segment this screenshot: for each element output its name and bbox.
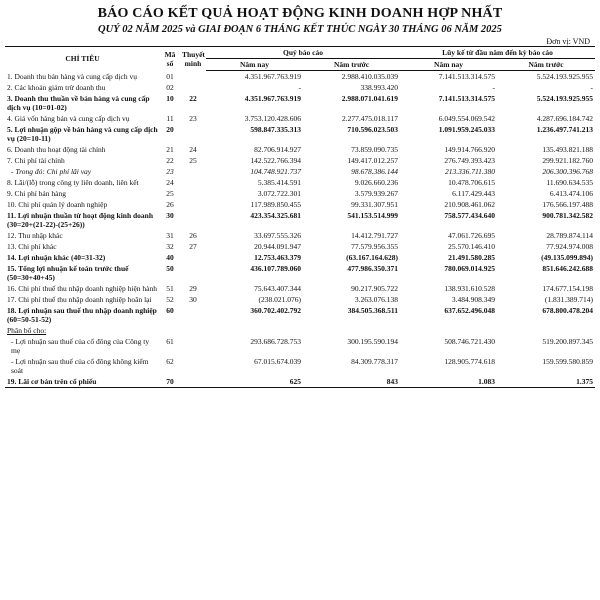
ytd-prev-year-value: 299.921.182.760 <box>542 156 594 165</box>
row-note <box>180 210 206 230</box>
ytd-this-year-value: 210.908.461.062 <box>444 200 496 209</box>
ytd-this-year-value: 10.478.706.615 <box>448 178 496 187</box>
row-note <box>180 71 206 83</box>
table-row <box>5 113 595 124</box>
table-row <box>5 263 595 283</box>
table-row <box>5 199 595 210</box>
row-label: Phân bổ cho: <box>7 326 47 335</box>
row-note: 26 <box>189 231 197 240</box>
ytd-this-year-value: 1.091.959.245.033 <box>438 125 496 134</box>
ytd-prev-year-value: 5.524.193.925.955 <box>536 72 594 81</box>
row-note <box>180 252 206 263</box>
table-row <box>5 305 595 325</box>
row-note: 22 <box>189 94 197 103</box>
row-label: 6. Doanh thu hoạt động tài chính <box>7 145 106 154</box>
quarter-prev-year-value: 541.153.514.999 <box>347 211 399 220</box>
quarter-prev-year-value: 3.263.076.138 <box>354 295 399 304</box>
row-code: 11 <box>166 114 174 123</box>
quarter-prev-year-value: 90.217.905.722 <box>351 284 399 293</box>
row-note: 23 <box>189 114 197 123</box>
ytd-prev-year-value: 6.413.474.106 <box>549 189 594 198</box>
ytd-prev-year-value: 5.524.193.925.955 <box>536 94 594 103</box>
ytd-this-year-value: 6.117.429.443 <box>452 189 496 198</box>
ytd-prev-year-value: 159.599.580.859 <box>542 357 594 366</box>
quarter-prev-year-value: 300.195.590.194 <box>347 337 399 346</box>
ytd-this-year-value: 213.336.711.380 <box>444 167 496 176</box>
row-label: 18. Lợi nhuận sau thuế thu nhập doanh nghiệp (60=50-51-52) <box>7 306 157 324</box>
table-row <box>5 336 595 356</box>
quarter-this-year-value: 82.706.914.927 <box>254 145 301 154</box>
report-subtitle: QUÝ 02 NĂM 2025 và GIAI ĐOẠN 6 THÁNG KẾT THÚC NGÀY 30 THÁNG 06 NĂM 2025 <box>98 24 502 35</box>
table-row <box>5 124 595 144</box>
row-note <box>180 376 206 388</box>
table-row <box>5 144 595 155</box>
row-note <box>180 263 206 283</box>
quarter-prev-year-value: 9.026.660.236 <box>354 178 399 187</box>
table-row <box>5 325 595 336</box>
quarter-prev-year-value: 710.596.023.503 <box>347 125 399 134</box>
row-note <box>180 305 206 325</box>
ytd-this-year-value: 47.061.726.695 <box>448 231 496 240</box>
ytd-this-year-value: 138.931.610.528 <box>444 284 496 293</box>
row-code: 40 <box>166 253 174 262</box>
ytd-this-year-value: 276.749.393.423 <box>444 156 496 165</box>
row-label: 5. Lợi nhuận gộp về bán hàng và cung cấp dịch vụ (20=10-11) <box>7 125 158 143</box>
quarter-prev-year-value: 2.988.071.041.619 <box>341 94 399 103</box>
quarter-this-year-value: 142.522.766.394 <box>250 156 301 165</box>
table-row <box>5 241 595 252</box>
quarter-this-year-value: 598.847.335.313 <box>250 125 301 134</box>
row-code: 32 <box>166 242 174 251</box>
ytd-prev-year-value: 176.566.197.488 <box>542 200 594 209</box>
quarter-prev-year-value: 384.505.368.511 <box>347 306 399 315</box>
row-label: 1. Doanh thu bán hàng và cung cấp dịch vụ <box>7 71 137 81</box>
ytd-prev-year-value: - <box>590 83 594 92</box>
row-code: 20 <box>166 125 174 134</box>
ytd-prev-year-value: 1.375 <box>497 376 595 388</box>
quarter-this-year-value: 12.753.463.379 <box>254 253 301 262</box>
row-code: 25 <box>166 189 174 198</box>
ytd-prev-year-value: 678.800.478.204 <box>542 306 594 315</box>
row-label: 19. Lãi cơ bản trên cổ phiếu <box>5 376 160 388</box>
ytd-prev-year-value: 135.493.821.188 <box>542 145 594 154</box>
header-code: Mã số <box>160 47 180 71</box>
quarter-this-year-value: 4.351.967.763.919 <box>244 94 301 103</box>
quarter-this-year-value: 5.385.414.591 <box>257 178 301 187</box>
row-note <box>180 325 206 336</box>
row-note <box>180 82 206 93</box>
row-note <box>180 166 206 177</box>
header-quarter-prev-year: Năm trước <box>303 59 400 71</box>
quarter-prev-year-value: 2.277.475.018.117 <box>342 114 399 123</box>
row-label: 2. Các khoản giảm trừ doanh thu <box>7 83 106 92</box>
income-statement-table <box>5 46 595 388</box>
ytd-this-year-value: 3.484.908.349 <box>451 295 496 304</box>
row-note <box>180 199 206 210</box>
report-title: BÁO CÁO KẾT QUẢ HOẠT ĐỘNG KINH DOANH HỢP NHẤT <box>97 6 503 21</box>
table-row <box>5 155 595 166</box>
quarter-prev-year-value: 73.859.090.735 <box>351 145 399 154</box>
quarter-this-year-value: 436.107.789.060 <box>250 264 301 273</box>
row-note <box>180 177 206 188</box>
quarter-prev-year-value: 2.988.410.035.039 <box>341 72 399 81</box>
row-code: 51 <box>166 284 174 293</box>
header-note: Thuyết minh <box>180 47 206 71</box>
table-row <box>5 210 595 230</box>
ytd-prev-year-value: 851.646.242.688 <box>542 264 594 273</box>
table-row <box>5 188 595 199</box>
quarter-this-year-value: - <box>298 83 301 92</box>
row-code: 70 <box>160 376 180 388</box>
row-code: 61 <box>166 337 174 346</box>
ytd-prev-year-value: (49.135.099.894) <box>541 253 594 262</box>
header-quarter-this-year: Năm nay <box>206 59 303 71</box>
table-row <box>5 71 595 83</box>
header-ytd-this-year: Năm nay <box>400 59 497 71</box>
quarter-this-year-value: 360.702.402.792 <box>250 306 301 315</box>
row-label: 3. Doanh thu thuần về bán hàng và cung cấp dịch vụ (10=01-02) <box>7 94 150 112</box>
ytd-this-year-value: 758.577.434.640 <box>444 211 496 220</box>
row-code: 60 <box>166 306 174 315</box>
row-label: 4. Giá vốn hàng bán và cung cấp dịch vụ <box>7 114 130 123</box>
row-code: 30 <box>166 211 174 220</box>
quarter-prev-year-value: 477.986.350.371 <box>347 264 399 273</box>
row-code: 26 <box>166 200 174 209</box>
ytd-this-year-value: 508.746.721.430 <box>444 337 496 346</box>
ytd-this-year-value: 637.652.496.048 <box>444 306 496 315</box>
row-code: 24 <box>166 178 174 187</box>
row-note <box>180 356 206 376</box>
ytd-prev-year-value: 519.200.897.345 <box>542 337 594 346</box>
table-row <box>5 177 595 188</box>
ytd-prev-year-value: 4.287.696.184.742 <box>536 114 594 123</box>
table-row <box>5 82 595 93</box>
ytd-prev-year-value: 11.690.634.535 <box>546 178 594 187</box>
row-note <box>180 336 206 356</box>
ytd-prev-year-value: 77.924.974.008 <box>546 242 594 251</box>
row-label: 13. Chi phí khác <box>7 242 57 251</box>
table-row <box>5 252 595 263</box>
row-label: 15. Tổng lợi nhuận kế toán trước thuế (50=30+40+45) <box>7 264 129 282</box>
table-row <box>5 294 595 305</box>
row-note <box>180 188 206 199</box>
row-note: 24 <box>189 145 197 154</box>
ytd-this-year-value: 780.069.014.925 <box>444 264 496 273</box>
quarter-prev-year-value: 3.579.939.267 <box>354 189 399 198</box>
ytd-prev-year-value: 900.781.342.582 <box>542 211 594 220</box>
quarter-this-year-value: 75.643.407.344 <box>254 284 301 293</box>
row-label: 10. Chi phí quản lý doanh nghiệp <box>7 200 108 209</box>
currency-unit: Đơn vị: VND <box>546 37 590 46</box>
row-code: 62 <box>166 357 174 366</box>
quarter-prev-year-value: 14.412.791.727 <box>351 231 399 240</box>
row-label: 9. Chi phí bán hàng <box>7 189 66 198</box>
quarter-this-year-value: 4.351.967.763.919 <box>244 72 301 81</box>
row-label: 17. Chi phí thuế thu nhập doanh nghiệp hoãn lại <box>7 295 152 304</box>
row-code: 22 <box>166 156 174 165</box>
quarter-this-year-value: 20.944.091.947 <box>254 242 301 251</box>
row-note: 29 <box>189 284 197 293</box>
ytd-prev-year-value: 1.236.497.741.213 <box>536 125 594 134</box>
ytd-this-year-value: - <box>492 83 496 92</box>
ytd-this-year-value: 7.141.513.314.575 <box>438 72 496 81</box>
quarter-prev-year-value: 98.678.386.144 <box>351 167 399 176</box>
quarter-this-year-value <box>206 325 303 336</box>
row-code: 10 <box>166 94 174 103</box>
quarter-this-year-value: 67.015.674.039 <box>254 357 301 366</box>
quarter-this-year-value: 104.748.921.737 <box>250 167 301 176</box>
ytd-prev-year-value: 174.677.154.198 <box>542 284 594 293</box>
ytd-this-year-value: 128.905.774.618 <box>444 357 496 366</box>
row-label: 7. Chi phí tài chính <box>7 156 65 165</box>
quarter-this-year-value: 293.686.728.753 <box>250 337 301 346</box>
row-note: 30 <box>189 295 197 304</box>
row-note <box>180 124 206 144</box>
row-label: 14. Lợi nhuận khác (40=31-32) <box>7 253 106 262</box>
quarter-this-year-value: 423.354.325.681 <box>250 211 301 220</box>
quarter-this-year-value: 33.697.555.326 <box>254 231 301 240</box>
ytd-this-year-value: 149.914.766.920 <box>444 145 496 154</box>
table-row <box>5 230 595 241</box>
row-code <box>160 325 180 336</box>
header-ytd-prev-year: Năm trước <box>497 59 595 71</box>
quarter-prev-year-value <box>303 325 400 336</box>
row-note: 25 <box>189 156 197 165</box>
ytd-this-year-value: 6.049.554.069.542 <box>438 114 496 123</box>
ytd-this-year-value: 21.491.580.285 <box>448 253 496 262</box>
table-row <box>5 166 595 177</box>
row-label: - Trong đó: Chi phí lãi vay <box>11 167 92 176</box>
row-code: 21 <box>166 145 174 154</box>
ytd-this-year-value: 25.570.146.410 <box>448 242 496 251</box>
header-quarter: Quý báo cáo <box>206 47 400 59</box>
quarter-prev-year-value: (63.167.164.628) <box>346 253 399 262</box>
table-row <box>5 356 595 376</box>
ytd-prev-year-value: (1.831.389.714) <box>544 295 594 304</box>
header-indicator: CHỈ TIÊU <box>5 47 160 71</box>
quarter-prev-year-value: 77.579.956.355 <box>351 242 399 251</box>
quarter-prev-year-value: 843 <box>303 376 400 388</box>
row-code: 50 <box>166 264 174 273</box>
header-ytd: Lũy kế từ đầu năm đến kỳ báo cáo <box>400 47 595 59</box>
quarter-prev-year-value: 149.417.012.257 <box>347 156 399 165</box>
row-label: 16. Chi phí thuế thu nhập doanh nghiệp hiện hành <box>7 284 157 293</box>
statement-rows <box>5 71 595 388</box>
row-label: 12. Thu nhập khác <box>7 231 63 240</box>
row-note: 27 <box>189 242 197 251</box>
ytd-this-year-value: 1.083 <box>400 376 497 388</box>
ytd-prev-year-value: 28.789.874.114 <box>546 231 594 240</box>
ytd-prev-year-value <box>497 325 595 336</box>
quarter-this-year-value: (238.021.076) <box>258 295 301 304</box>
quarter-prev-year-value: 84.309.778.317 <box>351 357 399 366</box>
row-code: 31 <box>166 231 174 240</box>
quarter-this-year-value: 625 <box>206 376 303 388</box>
row-label: 11. Lợi nhuận thuần từ hoạt động kinh doanh (30=20+(21-22)-(25+26)) <box>7 211 154 229</box>
quarter-this-year-value: 117.989.850.455 <box>250 200 301 209</box>
quarter-this-year-value: 3.753.120.428.606 <box>244 114 301 123</box>
ytd-this-year-value: 7.141.513.314.575 <box>438 94 496 103</box>
quarter-prev-year-value: 338.993.420 <box>360 83 399 92</box>
row-code: 01 <box>166 71 174 81</box>
row-label: 8. Lãi/(lỗ) trong công ty liên doanh, liên kết <box>7 178 139 187</box>
quarter-this-year-value: 3.072.722.301 <box>257 189 301 198</box>
row-code: 23 <box>166 167 174 176</box>
table-row <box>5 93 595 113</box>
quarter-prev-year-value: 99.331.307.951 <box>351 200 399 209</box>
row-label: - Lợi nhuận sau thuế của cổ đông không kiểm soát <box>11 357 149 375</box>
ytd-this-year-value <box>400 325 497 336</box>
row-code: 02 <box>166 83 174 92</box>
ytd-prev-year-value: 206.300.396.768 <box>542 167 594 176</box>
row-label: - Lợi nhuận sau thuế của cổ đông của Công ty mẹ <box>11 337 150 355</box>
table-row <box>5 376 595 388</box>
table-row <box>5 283 595 294</box>
row-code: 52 <box>166 295 174 304</box>
